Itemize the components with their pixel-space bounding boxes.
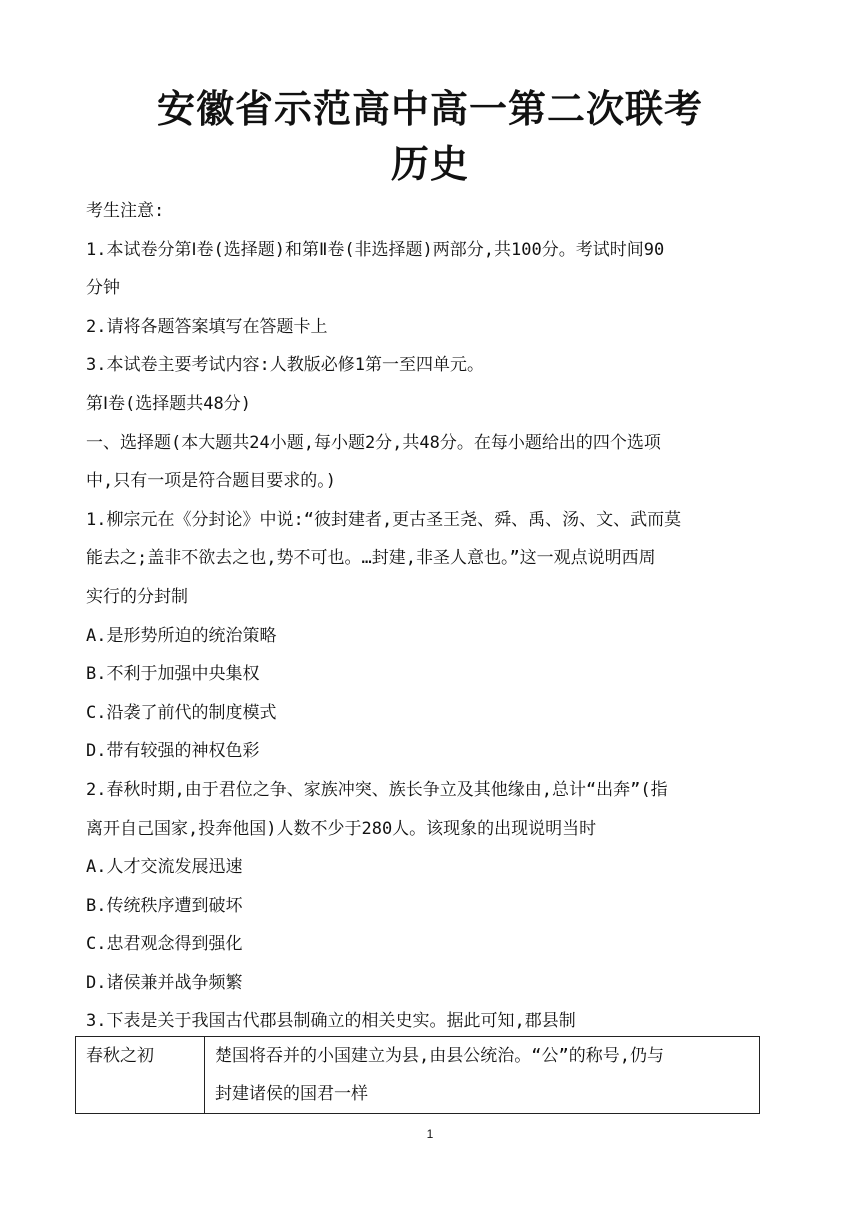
history-facts-table: [75, 1036, 760, 1114]
note-line: 分钟: [86, 278, 120, 299]
section-instructions: 一、选择题(本大题共24小题,每小题2分,共48分。在每小题给出的四个选项: [86, 432, 661, 453]
note-line: 2.请将各题答案填写在答题卡上: [86, 316, 328, 337]
exam-subject: 历史: [390, 142, 469, 186]
exam-title: 安徽省示范高中高一第二次联考: [156, 87, 703, 131]
question-1-stem: 实行的分封制: [86, 586, 188, 607]
note-line: 3.本试卷主要考试内容:人教版必修1第一至四单元。: [86, 355, 484, 376]
period-label: 春秋之初: [86, 1046, 154, 1066]
content-line: 楚国将吞并的小国建立为县,由县公统治。“公”的称号,仍与: [215, 1046, 664, 1066]
question-2-option-b: B.传统秩序遭到破坏: [86, 895, 243, 916]
table-cell-period: [76, 1037, 205, 1114]
question-3-stem: 3.下表是关于我国古代郡县制确立的相关史实。据此可知,郡县制: [86, 1011, 576, 1032]
question-2-option-c: C.忠君观念得到强化: [86, 934, 243, 955]
section-instructions: 中,只有一项是符合题目要求的。): [86, 471, 336, 492]
table-row: [76, 1037, 760, 1114]
section-heading: 第Ⅰ卷(选择题共48分): [86, 393, 251, 414]
note-line: 1.本试卷分第Ⅰ卷(选择题)和第Ⅱ卷(非选择题)两部分,共100分。考试时间90: [86, 239, 665, 260]
notes-heading: 考生注意:: [86, 201, 165, 221]
question-2-stem: 2.春秋时期,由于君位之争、家族冲突、族长争立及其他缘由,总计“出奔”(指: [86, 779, 668, 800]
question-2-option-a: A.人才交流发展迅速: [86, 857, 243, 878]
question-1-option-d: D.带有较强的神权色彩: [86, 741, 260, 762]
content-line: 封建诸侯的国君一样: [215, 1084, 368, 1104]
exam-body: [86, 192, 776, 1041]
question-2-stem: 离开自己国家,投奔他国)人数不少于280人。该现象的出现说明当时: [86, 818, 597, 839]
page-number: 1: [426, 1127, 434, 1141]
table-cell-content: [205, 1037, 760, 1114]
question-1-option-c: C.沿袭了前代的制度模式: [86, 702, 277, 723]
question-1-option-b: B.不利于加强中央集权: [86, 664, 260, 685]
question-1-stem: 1.柳宗元在《分封论》中说:“彼封建者,更古圣王尧、舜、禹、汤、文、武而莫: [86, 509, 682, 530]
question-2-option-d: D.诸侯兼并战争频繁: [86, 972, 243, 993]
question-1-stem: 能去之;盖非不欲去之也,势不可也。…封建,非圣人意也。”这一观点说明西周: [86, 548, 656, 569]
question-1-option-a: A.是形势所迫的统治策略: [86, 625, 277, 646]
